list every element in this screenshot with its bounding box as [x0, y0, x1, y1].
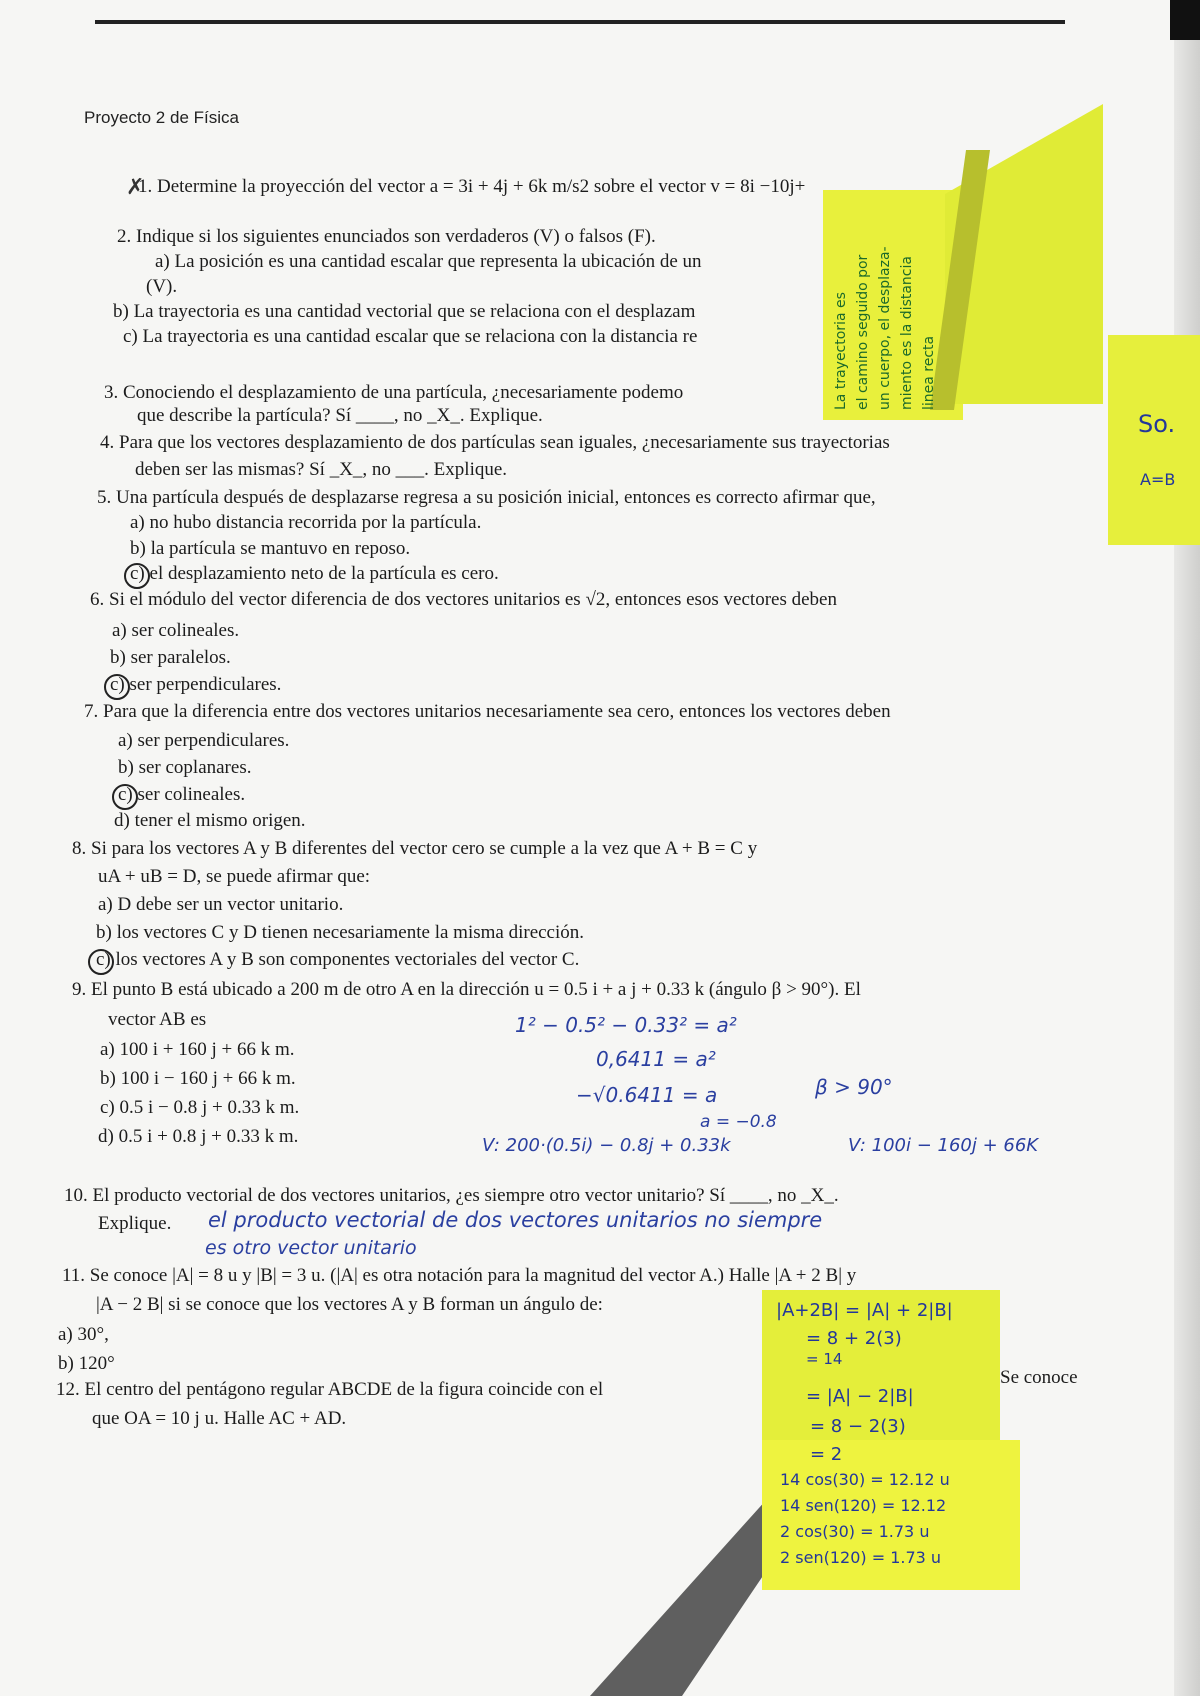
question-2: 2. Indique si los siguientes enunciados son verdaderos (V) o falsos (F).: [117, 226, 656, 247]
question-4-line2: deben ser las mismas? Sí _X_, no ___. Explique.: [135, 459, 508, 480]
sticky-note-1-text-5: linea recta: [921, 335, 937, 410]
question-8-b: b) los vectores C y D tienen necesariamente la misma dirección.: [96, 922, 585, 943]
sticky-note-3-line-7: 14 cos(30) = 12.12 u: [780, 1470, 950, 1489]
sticky-note-3-line-3: = 14: [806, 1350, 843, 1368]
handwriting-q10-2: es otro vector unitario: [205, 1237, 417, 1259]
question-6-c: c) ser perpendiculares.: [110, 674, 282, 695]
question-11-a: a) 30°,: [58, 1324, 109, 1345]
question-9-c: c) 0.5 i − 0.8 j + 0.33 k m.: [100, 1097, 300, 1118]
sticky-note-3-line-1: |A+2B| = |A| + 2|B|: [776, 1300, 953, 1321]
sticky-note-3-line-9: 2 cos(30) = 1.73 u: [780, 1522, 930, 1541]
question-2-a-answer: (V).: [146, 276, 178, 297]
page-corner: [1170, 0, 1200, 40]
page-edge: [1174, 0, 1200, 1696]
sticky-note-1-text-2: el camino seguido por: [855, 254, 871, 410]
question-7-c: c) ser colineales.: [118, 784, 246, 805]
question-6-b: b) ser paralelos.: [110, 647, 231, 668]
sticky-note-3-lower: [762, 1440, 1020, 1590]
check-mark-icon: ✗: [126, 175, 145, 200]
question-8-c: c) los vectores A y B son componentes vectoriales del vector C.: [96, 949, 580, 970]
question-7: 7. Para que la diferencia entre dos vectores unitarios necesariamente sea cero, entonces los vectores deben: [84, 701, 891, 722]
handwriting-q9-7: V: 100i − 160j + 66K: [848, 1135, 1039, 1156]
question-9-a: a) 100 i + 160 j + 66 k m.: [100, 1039, 295, 1060]
question-8-line2: uA + uB = D, se puede afirmar que:: [98, 866, 371, 887]
question-8: 8. Si para los vectores A y B diferentes del vector cero se cumple a la vez que A + B = C y: [72, 838, 758, 859]
question-9-line2: vector AB es: [108, 1009, 207, 1030]
sticky-note-3-line-6: = 2: [810, 1444, 843, 1465]
question-11-line2: |A − 2 B| si se conoce que los vectores A y B forman un ángulo de:: [96, 1294, 603, 1315]
question-12-end: Se conoce: [1000, 1367, 1078, 1388]
question-2-a: a) La posición es una cantidad escalar que representa la ubicación de un: [155, 251, 702, 272]
question-7-d: d) tener el mismo origen.: [114, 810, 306, 831]
question-7-b: b) ser coplanares.: [118, 757, 252, 778]
question-7-a: a) ser perpendiculares.: [118, 730, 290, 751]
sticky-note-1-text-1: La trayectoria es: [833, 292, 849, 410]
question-5: 5. Una partícula después de desplazarse regresa a su posición inicial, entonces es correcto afirmar que,: [97, 487, 876, 508]
sticky-note-3-line-10: 2 sen(120) = 1.73 u: [780, 1548, 942, 1567]
question-10: 10. El producto vectorial de dos vectores unitarios, ¿es siempre otro vector unitario? Sí ____, no _X_.: [64, 1185, 839, 1206]
question-6: 6. Si el módulo del vector diferencia de dos vectores unitarios es √2, entonces esos vectores deben: [90, 589, 837, 610]
handwriting-q10-1: el producto vectorial de dos vectores unitarios no siempre: [208, 1208, 823, 1232]
question-4: 4. Para que los vectores desplazamiento de dos partículas sean iguales, ¿necesariamente sus trayectorias: [100, 432, 890, 453]
question-12-line2: que OA = 10 j u. Halle AC + AD.: [92, 1408, 347, 1429]
question-3: 3. Conociendo el desplazamiento de una partícula, ¿necesariamente podemo: [104, 382, 684, 403]
question-2-c: c) La trayectoria es una cantidad escalar que se relaciona con la distancia re: [123, 326, 698, 347]
sticky-note-2-text-1: So.: [1138, 410, 1176, 438]
handwriting-q9-3: −√0.6411 = a: [576, 1083, 718, 1107]
question-5-b: b) la partícula se mantuvo en reposo.: [130, 538, 411, 559]
question-12: 12. El centro del pentágono regular ABCDE de la figura coincide con el: [56, 1379, 604, 1400]
question-3-line2: que describe la partícula? Sí ____, no _X_. Explique.: [137, 405, 543, 426]
question-11: 11. Se conoce |A| = 8 u y |B| = 3 u. (|A| es otra notación para la magnitud del vector A.) Halle |A + 2 B| y: [62, 1265, 857, 1286]
sticky-note-3-line-5: = 8 − 2(3): [810, 1416, 906, 1437]
handwriting-q9-1: 1² − 0.5² − 0.33² = a²: [515, 1013, 737, 1037]
question-10-line2: Explique.: [98, 1213, 172, 1234]
question-8-a: a) D debe ser un vector unitario.: [98, 894, 344, 915]
sticky-note-3-line-8: 14 sen(120) = 12.12: [780, 1496, 947, 1515]
question-6-a: a) ser colineales.: [112, 620, 240, 641]
top-rule: [95, 20, 1065, 24]
sticky-note-2: [1108, 335, 1200, 545]
sticky-note-3-line-2: = 8 + 2(3): [806, 1328, 902, 1349]
question-5-a: a) no hubo distancia recorrida por la partícula.: [130, 512, 482, 533]
sticky-note-1-text-3: un cuerpo, el desplaza-: [877, 246, 893, 410]
sticky-note-3-line-4: = |A| − 2|B|: [806, 1386, 914, 1407]
question-1: 1. Determine la proyección del vector a = 3i + 4j + 6k m/s2 sobre el vector v = 8i −10j+: [138, 176, 806, 197]
handwriting-q9-2: 0,6411 = a²: [596, 1047, 716, 1071]
question-9-b: b) 100 i − 160 j + 66 k m.: [100, 1068, 296, 1089]
handwriting-q9-6: V: 200·(0.5i) − 0.8j + 0.33k: [482, 1135, 731, 1156]
handwriting-q9-4: β > 90°: [815, 1075, 893, 1099]
sticky-note-2-text-2: A=B: [1140, 470, 1176, 489]
question-2-b: b) La trayectoria es una cantidad vectorial que se relaciona con el desplazam: [113, 301, 696, 322]
document-title: Proyecto 2 de Física: [84, 108, 239, 127]
sticky-note-1-text-4: miento es la distancia: [899, 256, 915, 410]
handwriting-q9-5: a = −0.8: [700, 1112, 777, 1132]
question-11-b: b) 120°: [58, 1353, 115, 1374]
question-9-d: d) 0.5 i + 0.8 j + 0.33 k m.: [98, 1126, 299, 1147]
question-5-c: c) el desplazamiento neto de la partícula es cero.: [130, 563, 499, 584]
question-9: 9. El punto B está ubicado a 200 m de otro A en la dirección u = 0.5 i + a j + 0.33 k (ángulo β > 90°). El: [72, 979, 861, 1000]
